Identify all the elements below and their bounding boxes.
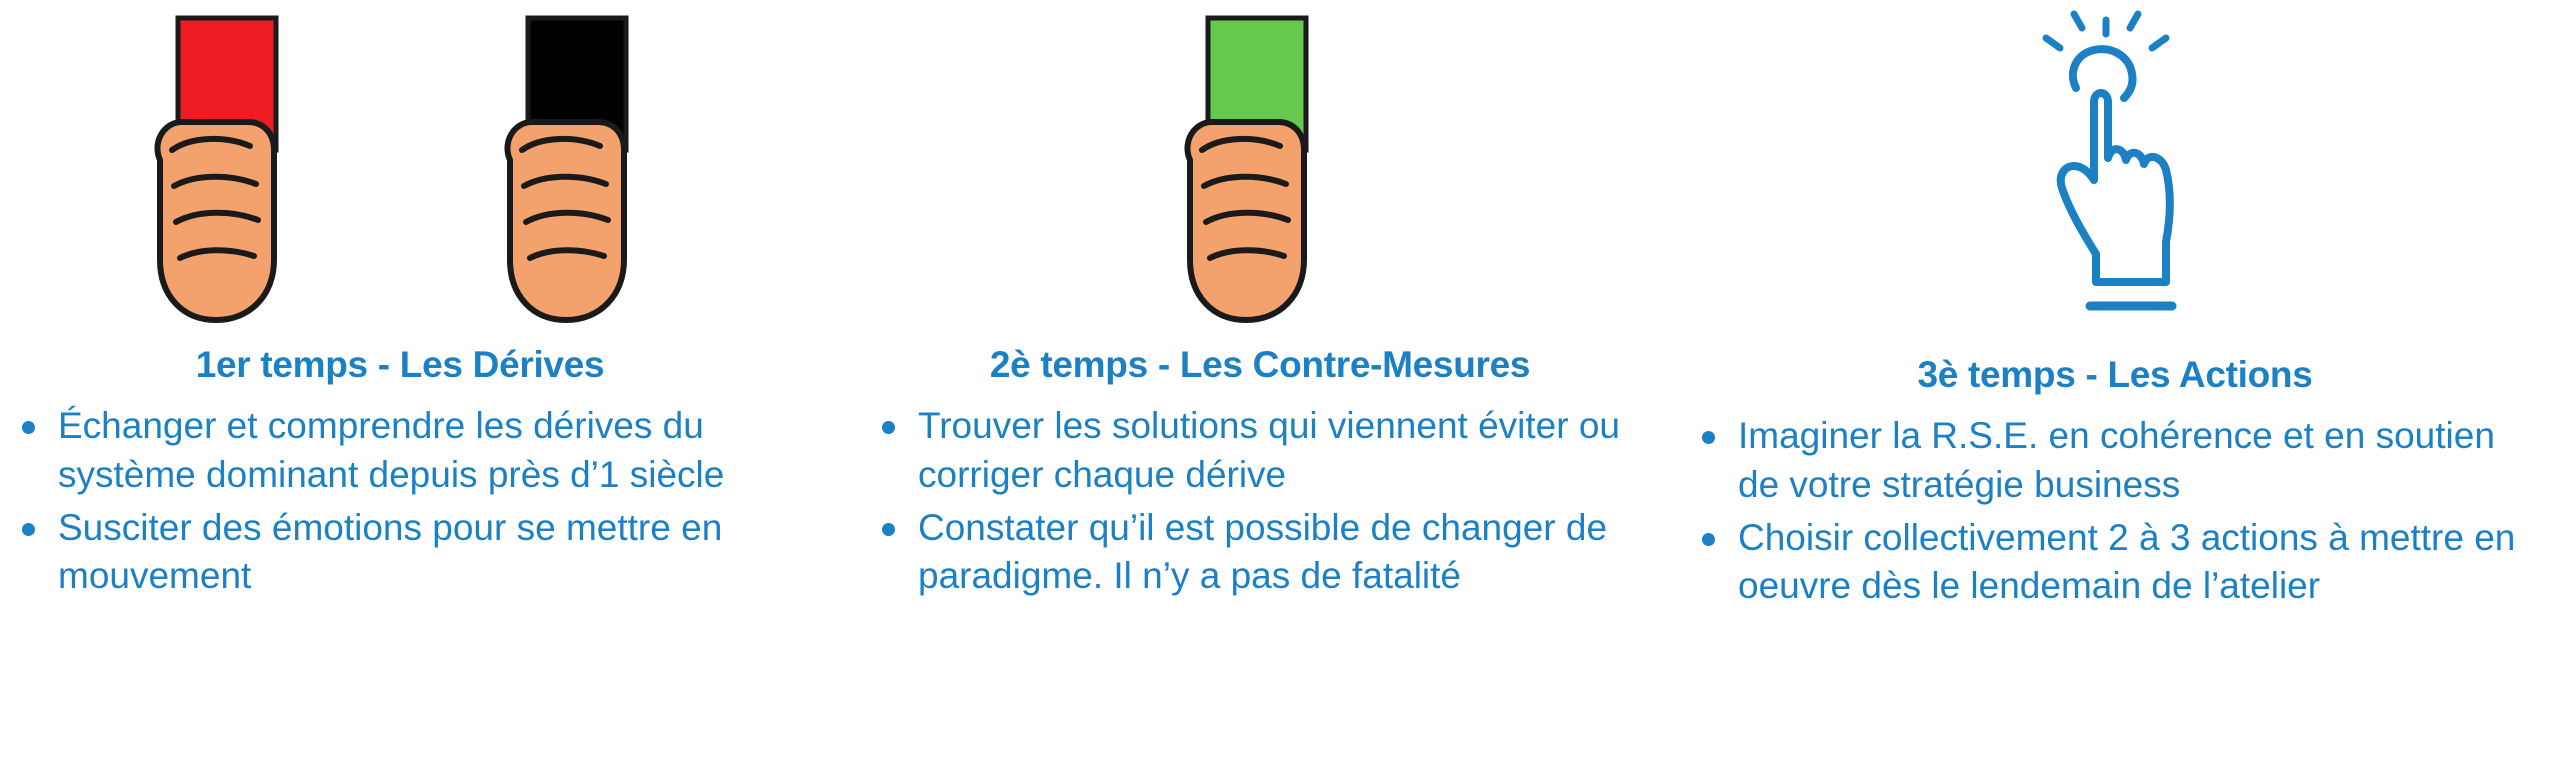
hand-holding-green-card-icon <box>1160 10 1350 340</box>
column-derives-artwork <box>0 0 860 340</box>
column-derives-bullets <box>0 402 750 601</box>
column-contre-mesures-artwork <box>860 0 1680 340</box>
column-derives-heading: 1er temps - Les Dérives <box>195 344 605 385</box>
column-actions-bullets <box>1680 412 2540 611</box>
hand-pair <box>130 10 670 340</box>
column-actions-heading: 3è temps - Les Actions <box>1917 354 2313 395</box>
column-contre-mesures <box>860 0 1680 780</box>
list-item: Échanger et comprendre les dérives du système dominant depuis près d’1 siècle <box>0 402 750 500</box>
hand-holding-red-card-icon <box>130 10 320 340</box>
hand-holding-black-card-icon <box>480 10 670 340</box>
list-item: Imaginer la R.S.E. en cohérence et en soutien de votre stratégie business <box>1680 412 2540 510</box>
list-item: Susciter des émotions pour se mettre en mouvement <box>0 504 750 602</box>
hand-pointing-click-icon <box>2010 10 2210 330</box>
column-derives <box>0 0 860 780</box>
list-item: Trouver les solutions qui viennent éviter ou corriger chaque dérive <box>860 402 1660 500</box>
list-item: Constater qu’il est possible de changer de paradigme. Il n’y a pas de fatalité <box>860 504 1660 602</box>
column-actions <box>1680 0 2560 780</box>
column-contre-mesures-bullets <box>860 402 1660 601</box>
column-actions-artwork <box>1680 0 2560 350</box>
column-contre-mesures-heading: 2è temps - Les Contre-Mesures <box>989 344 1531 385</box>
list-item: Choisir collectivement 2 à 3 actions à mettre en oeuvre dès le lendemain de l’atelier <box>1680 514 2540 612</box>
